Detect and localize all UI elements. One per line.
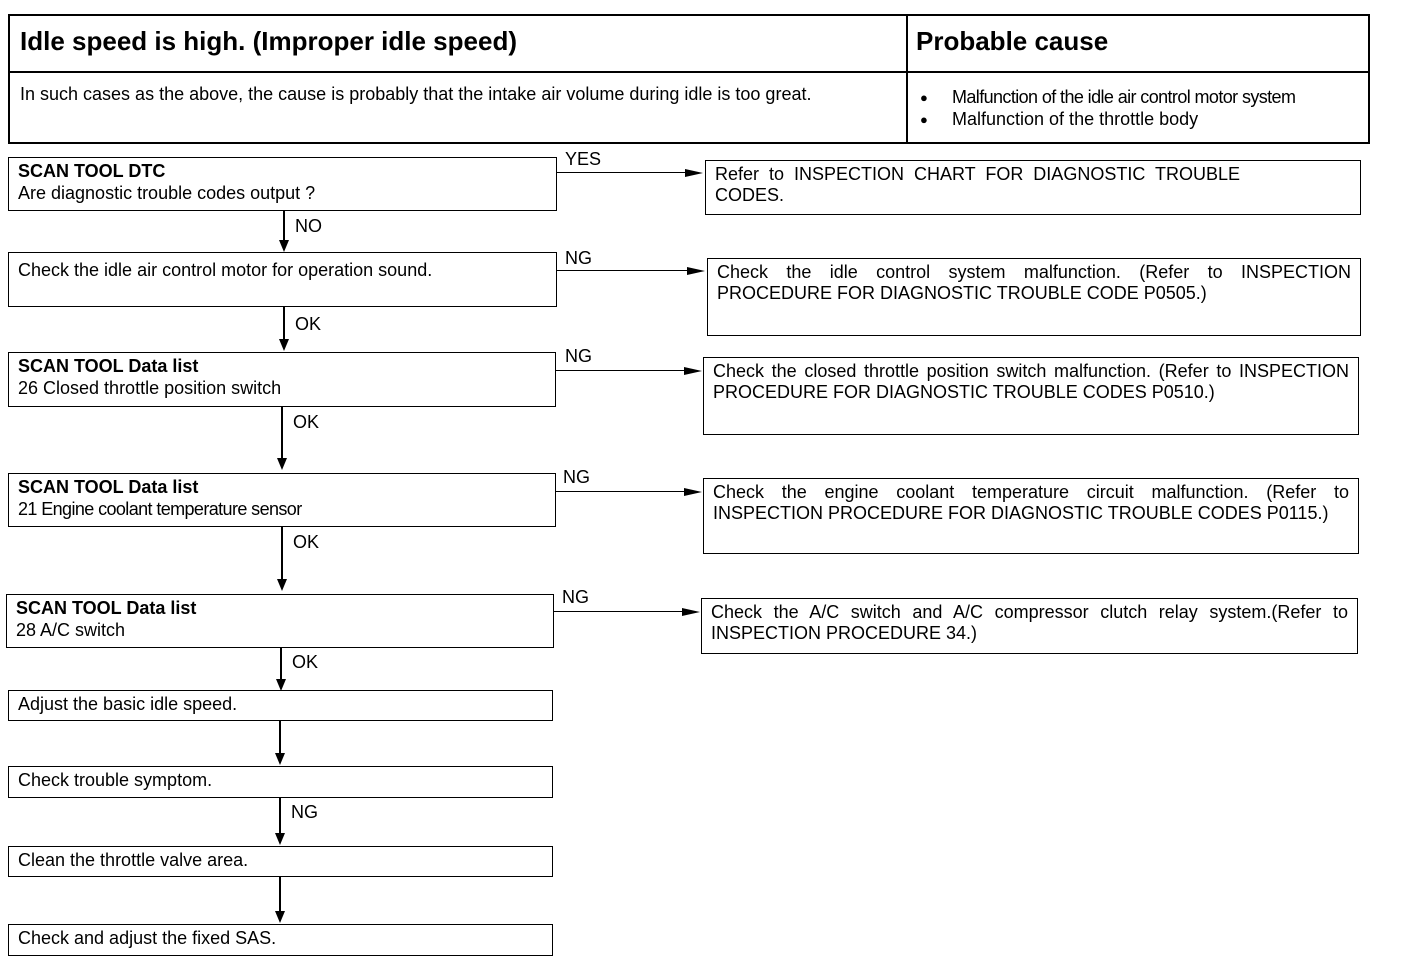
ok-label: OK: [292, 652, 319, 672]
arrowhead: [682, 608, 700, 616]
yes-label: YES: [565, 149, 602, 169]
step-text: Are diagnostic trouble codes output ?: [18, 183, 316, 203]
step-data-list-26: [8, 352, 556, 407]
result-box-ac-switch: Check the A/C switch and A/C compressor clutch relay system.(Refer to INSPECTION PROCEDURE 34.): [701, 598, 1358, 654]
ng-label: NG: [562, 587, 589, 607]
ok-label: OK: [295, 314, 322, 334]
arrowhead: [275, 833, 285, 845]
cause-item: ● Malfunction of the throttle body: [912, 108, 1364, 130]
result-box-ect: Check the engine coolant temperature circuit malfunction. (Refer to INSPECTION PROCEDURE FOR DIAGNOSTIC TROUBLE CODES P0115.): [703, 478, 1359, 554]
arrowhead: [277, 458, 287, 470]
result-box-idle-control: Check the idle control system malfunction. (Refer to INSPECTION PROCEDURE FOR DIAGNOSTIC TROUBLE CODE P0505.): [707, 258, 1361, 336]
arrowhead: [685, 169, 703, 177]
ng-label: NG: [565, 346, 592, 366]
arrowhead: [687, 267, 705, 275]
step-title: SCAN TOOL DTC: [18, 161, 166, 181]
ok-label: OK: [293, 532, 320, 552]
step-adjust-sas: Check and adjust the fixed SAS.: [8, 924, 553, 956]
ok-label: OK: [293, 412, 320, 432]
result-box-ctps: Check the closed throttle position switch malfunction. (Refer to INSPECTION PROCEDURE FOR DIAGNOSTIC TROUBLE CODES P0510.): [703, 357, 1359, 435]
down-arrow-line: [283, 211, 285, 241]
step-scan-tool-dtc: [8, 157, 557, 211]
step-title: SCAN TOOL Data list: [18, 477, 199, 497]
page-title: Idle speed is high. (Improper idle speed): [20, 26, 517, 56]
step-text: Check the idle air control motor for operation sound.: [18, 260, 433, 280]
header-table: [8, 14, 1370, 144]
no-label: NO: [295, 216, 322, 236]
ng-arrow: [556, 370, 686, 371]
arrowhead: [275, 911, 285, 923]
step-check-iac-motor: [8, 252, 557, 307]
down-arrow-line: [283, 307, 285, 340]
down-arrow-line: [281, 407, 283, 459]
step-check-symptom: Check trouble symptom.: [8, 766, 553, 798]
ng-label: NG: [291, 802, 318, 822]
step-adjust-idle: Adjust the basic idle speed.: [8, 690, 553, 721]
step-title: SCAN TOOL Data list: [18, 356, 199, 376]
step-data-list-28: [6, 594, 554, 648]
step-text: 21 Engine coolant temperature sensor: [18, 499, 302, 519]
down-arrow-line: [280, 648, 282, 680]
down-arrow-line: [279, 798, 281, 834]
ng-arrow: [556, 491, 686, 492]
down-arrow-line: [279, 877, 281, 912]
ng-arrow: [554, 611, 684, 612]
step-text: 28 A/C switch: [16, 620, 126, 640]
arrowhead: [277, 579, 287, 591]
down-arrow-line: [279, 721, 281, 754]
step-title: SCAN TOOL Data list: [16, 598, 197, 618]
down-arrow-line: [281, 527, 283, 580]
arrowhead: [279, 240, 289, 252]
arrowhead: [684, 367, 702, 375]
step-clean-throttle: Clean the throttle valve area.: [8, 846, 553, 877]
probable-cause-heading: Probable cause: [916, 26, 1109, 56]
cause-item: ● Malfunction of the idle air control motor system: [912, 86, 1364, 108]
ng-label: NG: [563, 467, 590, 487]
description: In such cases as the above, the cause is probably that the intake air volume during idle is too great.: [10, 73, 908, 142]
ng-arrow: [557, 270, 689, 271]
arrowhead: [275, 753, 285, 765]
yes-arrow: [557, 172, 687, 173]
ng-label: NG: [565, 248, 592, 268]
arrowhead: [279, 339, 289, 351]
arrowhead: [684, 488, 702, 496]
cause-list: [912, 86, 1364, 130]
step-text: 26 Closed throttle position switch: [18, 378, 282, 398]
step-data-list-21: [8, 473, 556, 527]
result-box-dtc-chart: Refer to INSPECTION CHART FOR DIAGNOSTIC TROUBLE CODES.: [705, 160, 1361, 215]
